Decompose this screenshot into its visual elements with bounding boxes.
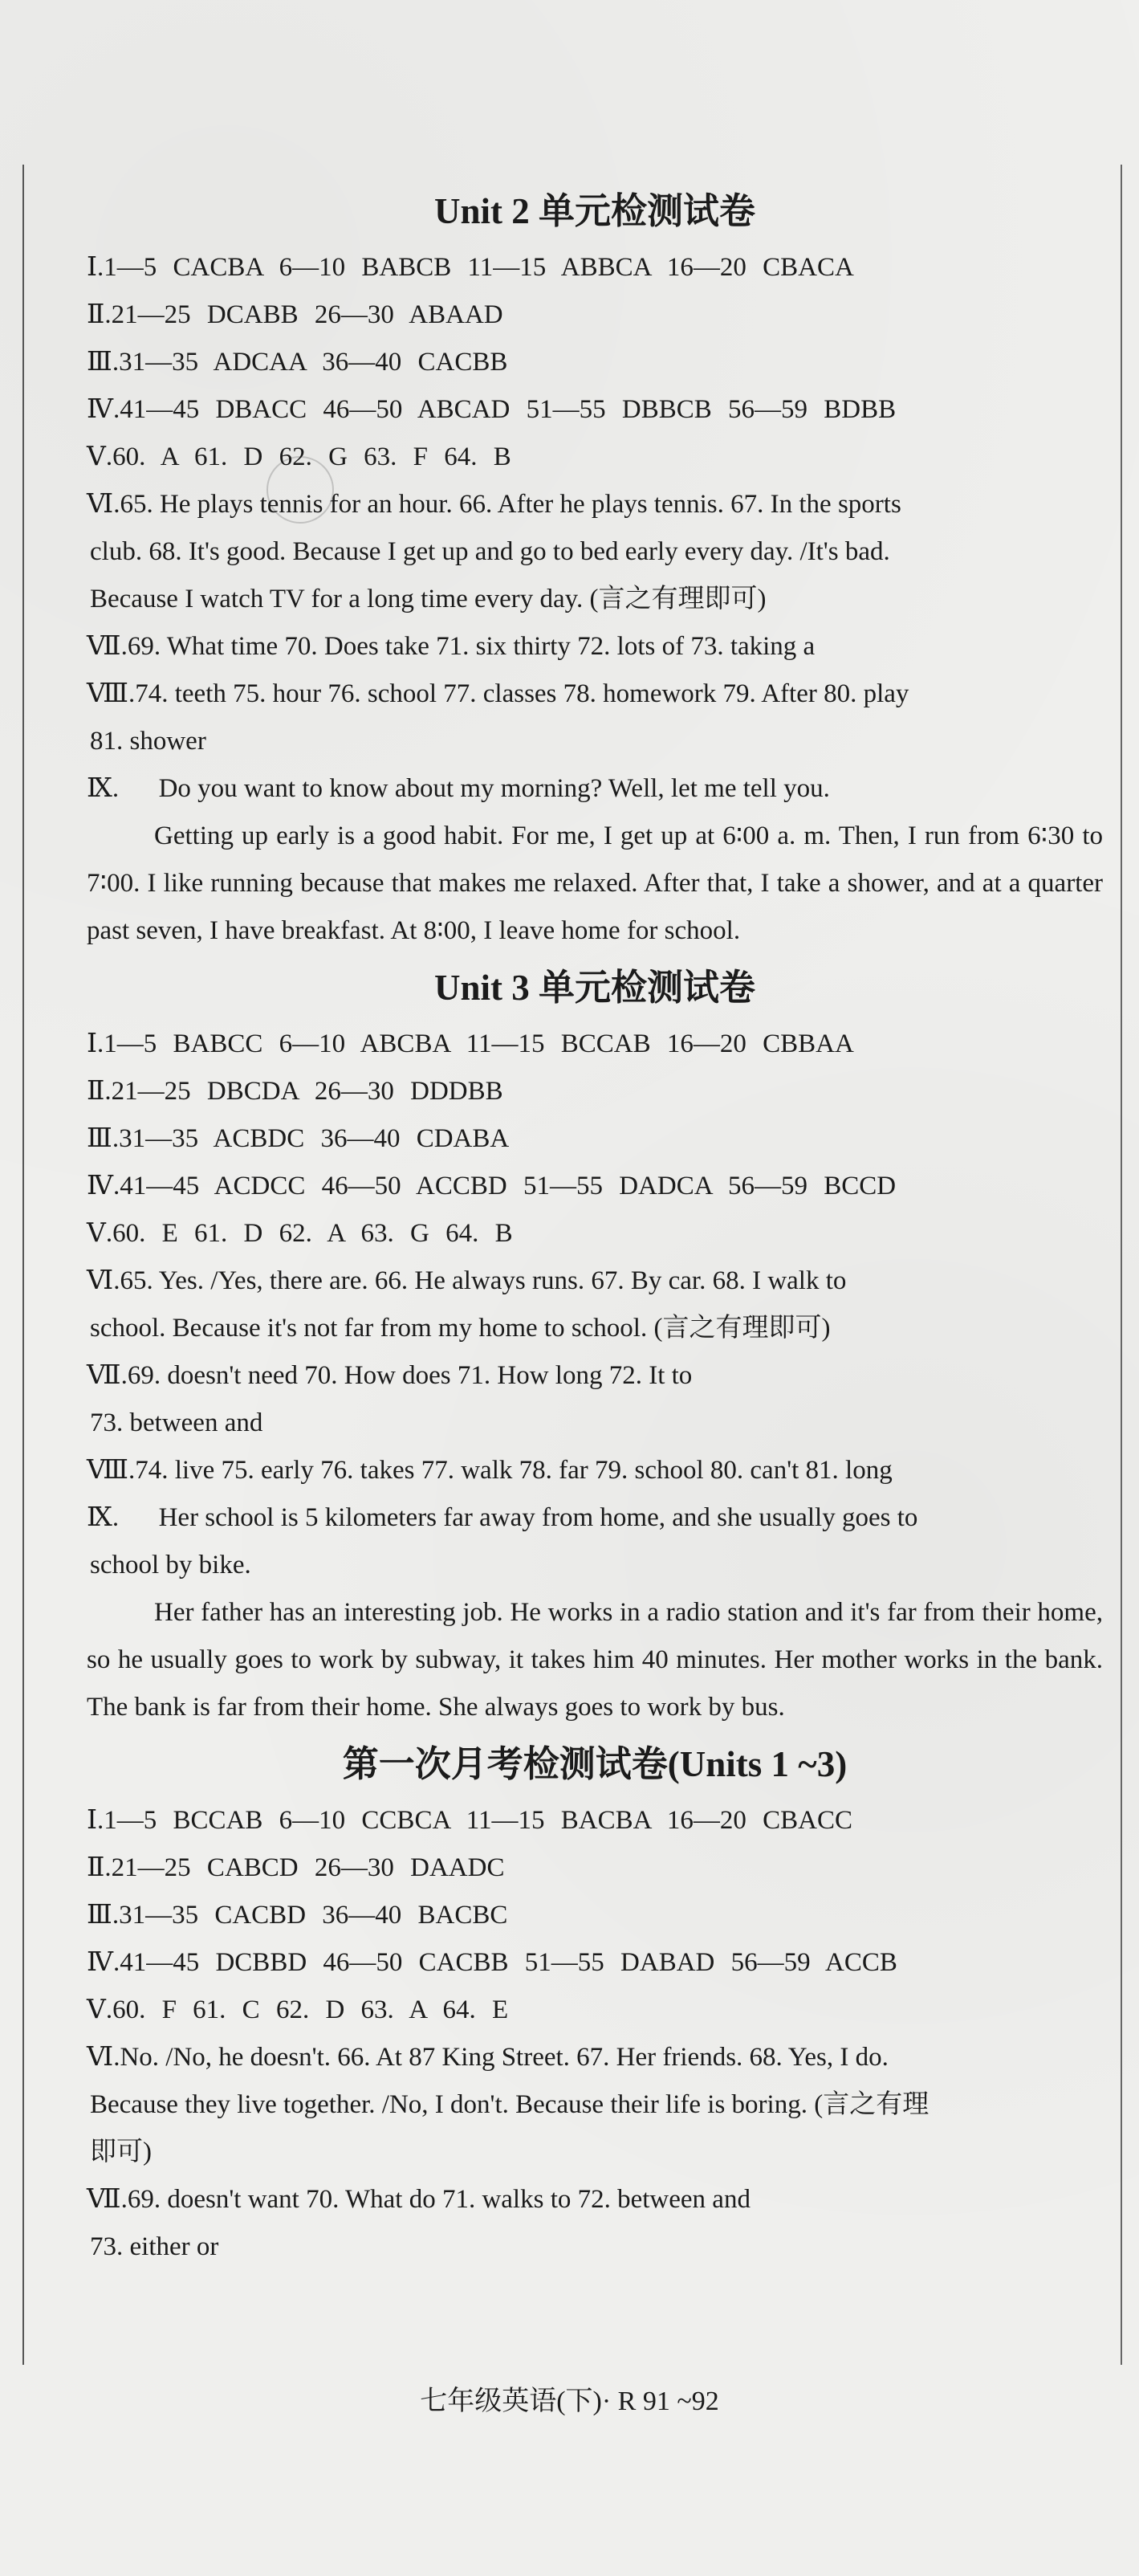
answer-line: Ⅲ.31—35 ACBDC 36—40 CDABA xyxy=(87,1124,510,1153)
writing-paragraph: Getting up early is a good habit. For me, I get up at 6∶00 a. m. Then, I run from 6∶30 to 7∶00. I like running because that makes me relaxed. After that, I take a shower, and at a quarter past seven, I have breakfast. At 8∶00, I leave home for school. xyxy=(87,821,1103,945)
answer-line: Ⅷ.74. live 75. early 76. takes 77. walk 78. far 79. school 80. can't 81. long xyxy=(87,1456,893,1485)
answer-line: Ⅰ.1—5 BABCC 6—10 ABCBA 11—15 BCCAB 16—20 CBBAA xyxy=(87,1029,854,1058)
writing-paragraph: Her father has an interesting job. He works in a radio station and it's far from their home, so he usually goes to work by subway, it takes him 40 minutes. Her mother works in the bank. The bank is far from their home. She always goes to work by bus. xyxy=(87,1598,1103,1722)
answer-line: Ⅳ.41—45 DCBBD 46—50 CACBB 51—55 DABAD 56—59 ACCB xyxy=(87,1948,897,1977)
section-title: Unit 3 单元检测试卷 xyxy=(433,968,755,1008)
answer-line: school. Because it's not far from my home to school. (言之有理即可) xyxy=(90,1314,831,1343)
monthly-test-section xyxy=(87,1731,1103,2271)
answer-line: Ⅴ.60. F 61. C 62. D 63. A 64. E xyxy=(87,1995,509,2024)
answer-line: Ⅲ.31—35 ADCAA 36—40 CACBB xyxy=(87,348,508,377)
answer-line: Ⅷ.74. teeth 75. hour 76. school 77. classes 78. homework 79. After 80. play xyxy=(87,679,909,708)
answer-line: Ⅴ.60. A 61. D 62. G 63. F 64. B xyxy=(87,442,511,471)
answer-line: Because I watch TV for a long time every day. (言之有理即可) xyxy=(90,585,767,613)
answer-line: Ⅱ.21—25 CABCD 26—30 DAADC xyxy=(87,1853,505,1882)
answer-line: Ⅴ.60. E 61. D 62. A 63. G 64. B xyxy=(87,1219,513,1248)
answer-key xyxy=(87,178,1103,2271)
answer-line: Ⅶ.69. doesn't need 70. How does 71. How long 72. It to xyxy=(87,1361,693,1390)
answer-line: Ⅰ.1—5 CACBA 6—10 BABCB 11—15 ABBCA 16—20 CBACA xyxy=(87,253,854,282)
answer-line: 73. either or xyxy=(90,2232,219,2261)
answer-line: Ⅲ.31—35 CACBD 36—40 BACBC xyxy=(87,1901,508,1930)
section-title: Unit 2 单元检测试卷 xyxy=(433,191,755,231)
answer-line: club. 68. It's good. Because I get up and go to bed early every day. /It's bad. xyxy=(90,537,890,566)
answer-line: 81. shower xyxy=(90,727,206,756)
answer-line: Ⅵ.65. Yes. /Yes, there are. 66. He always runs. 67. By car. 68. I walk to xyxy=(87,1266,847,1295)
section-title: 第一次月考检测试卷(Units 1 ~3) xyxy=(342,1744,848,1784)
page-footer: 七年级英语(下)· R 91 ~92 xyxy=(420,2386,719,2416)
answer-line: Ⅸ. Her school is 5 kilometers far away from home, and she usually goes to xyxy=(87,1503,918,1532)
answer-line: Ⅰ.1—5 BCCAB 6—10 CCBCA 11—15 BACBA 16—20 CBACC xyxy=(87,1806,852,1835)
unit-3-section xyxy=(87,955,1103,1731)
answer-line: Ⅳ.41—45 DBACC 46—50 ABCAD 51—55 DBBCB 56—59 BDBB xyxy=(87,395,897,424)
answer-line: Ⅶ.69. doesn't want 70. What do 71. walks to 72. between and xyxy=(87,2185,751,2214)
answer-line: Ⅱ.21—25 DCABB 26—30 ABAAD xyxy=(87,300,503,329)
answer-line: Ⅳ.41—45 ACDCC 46—50 ACCBD 51—55 DADCA 56—59 BCCD xyxy=(87,1172,897,1200)
answer-line: Ⅶ.69. What time 70. Does take 71. six thirty 72. lots of 73. taking a xyxy=(87,632,816,661)
answer-line: Ⅸ. Do you want to know about my morning? Well, let me tell you. xyxy=(87,774,830,803)
left-border-rule xyxy=(22,165,24,2365)
answer-line: Because they live together. /No, I don't. Because their life is boring. (言之有理 xyxy=(90,2090,930,2119)
answer-line: Ⅱ.21—25 DBCDA 26—30 DDDBB xyxy=(87,1077,503,1106)
answer-line: Ⅵ.No. /No, he doesn't. 66. At 87 King Street. 67. Her friends. 68. Yes, I do. xyxy=(87,2043,889,2072)
right-border-rule xyxy=(1121,165,1122,2365)
answer-line: school by bike. xyxy=(90,1551,251,1579)
answer-line: 即可) xyxy=(90,2138,152,2166)
answer-line: Ⅵ.65. He plays tennis for an hour. 66. After he plays tennis. 67. In the sports xyxy=(87,490,901,519)
answer-line: 73. between and xyxy=(90,1408,263,1437)
unit-2-section xyxy=(87,178,1103,955)
